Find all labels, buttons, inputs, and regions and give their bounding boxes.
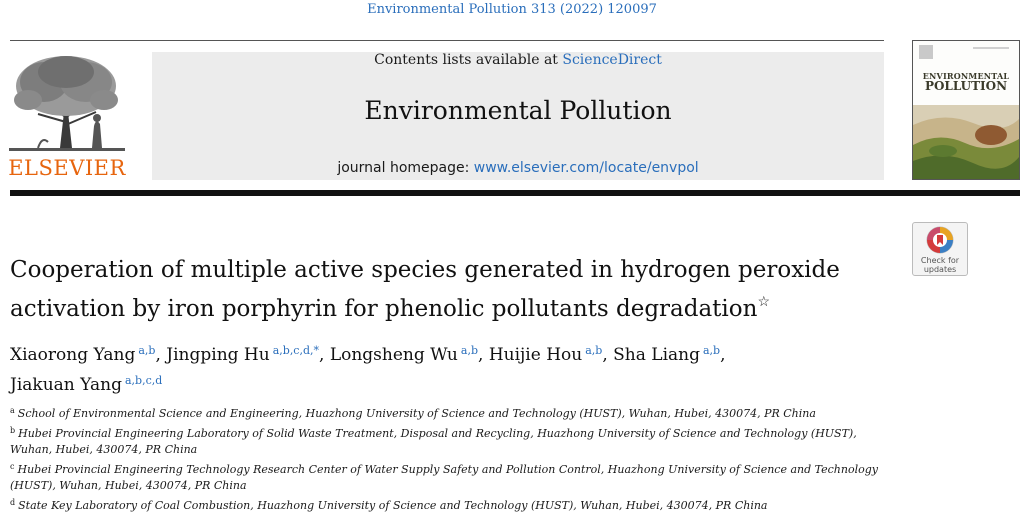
author-name[interactable]: Sha Liang [613,345,700,365]
author-name[interactable]: Longsheng Wu [329,345,458,365]
author-separator: , [478,345,489,365]
journal-title: Environmental Pollution [364,96,672,125]
affiliation-key: c [10,461,15,471]
top-divider [10,40,884,41]
author-name[interactable]: Jiakuan Yang [10,375,122,395]
sciencedirect-link[interactable]: ScienceDirect [562,52,662,68]
check-updates-label: Check for updates [920,256,960,274]
publisher-name: ELSEVIER [8,156,126,180]
affiliation-item [10,423,890,459]
author-separator: , [319,345,330,365]
affiliation-list [10,403,890,514]
elsevier-tree-icon [8,52,126,156]
affiliation-text: Hubei Provincial Engineering Technology Research Center of Water Supply Safety and Pollution Control, Huazhong University of Science and Technology (HUST), Wuhan, Hubei, 430074, PR China [10,462,878,492]
author-affiliation-marks[interactable]: a,b [585,344,603,357]
affiliation-text: School of Environmental Science and Engineering, Huazhong University of Science and Technology (HUST), Wuhan, Hubei, 430074, PR China [17,407,816,420]
affiliation-item [10,459,890,495]
journal-citation[interactable]: Environmental Pollution 313 (2022) 120097 [367,2,657,17]
check-updates-icon [913,223,969,255]
affiliation-text: Hubei Provincial Engineering Laboratory of Solid Waste Treatment, Disposal and Recycling, Huazhong University of Science and Technology (HUST), Wuhan, Hubei, 430074, PR China [10,426,857,456]
homepage-prefix: journal homepage: [337,160,474,176]
affiliation-key: b [10,425,16,435]
article-title [10,254,890,325]
contents-line [152,52,884,68]
author-separator: , [155,345,167,365]
affiliation-text: State Key Laboratory of Coal Combustion, Huazhong University of Science and Technology (HUST), Wuhan, Hubei, 430074, PR China [18,498,768,512]
author-name[interactable]: Xiaorong Yang [10,345,136,365]
author-affiliation-marks[interactable]: a,b,c,d [125,374,163,387]
affiliation-item [10,403,890,423]
author-name[interactable]: Huijie Hou [488,345,583,365]
author-affiliation-marks[interactable]: a,b [702,344,721,357]
author-affiliation-marks[interactable]: a,b [138,344,156,357]
journal-cover[interactable] [912,40,1020,180]
cover-header-art [913,41,1019,71]
author-affiliation-marks[interactable] [273,344,319,357]
check-for-updates-button[interactable] [912,222,968,276]
affiliation-key: a [10,406,15,415]
contents-prefix: Contents lists available at [374,52,563,68]
author-separator: , [720,345,726,365]
author-name[interactable]: Jingping Hu [166,345,270,365]
homepage-link[interactable]: www.elsevier.com/locate/envpol [473,160,699,176]
cover-landscape-image [913,105,1019,180]
affiliation-item [10,495,890,515]
homepage-line [152,160,884,176]
author-affiliation-marks-text: a,b,c,d, [272,344,314,357]
title-footnote-mark[interactable]: ☆ [757,294,771,310]
corresponding-author-mark[interactable]: * [313,344,320,357]
author-separator: , [602,345,614,365]
article-title-text: Cooperation of multiple active species generated in hydrogen peroxide activation by iron porphyrin for phenolic pollutants degradation [10,257,840,322]
elsevier-logo[interactable] [8,52,126,182]
author-list [10,338,890,398]
author-affiliation-marks[interactable]: a,b [460,344,478,357]
header-divider [10,190,1020,196]
cover-title-line2: POLLUTION [924,79,1008,93]
cover-title-line1: ENVIRONMENTAL [922,71,1010,81]
journal-banner [152,52,884,180]
affiliation-key: d [10,497,16,507]
